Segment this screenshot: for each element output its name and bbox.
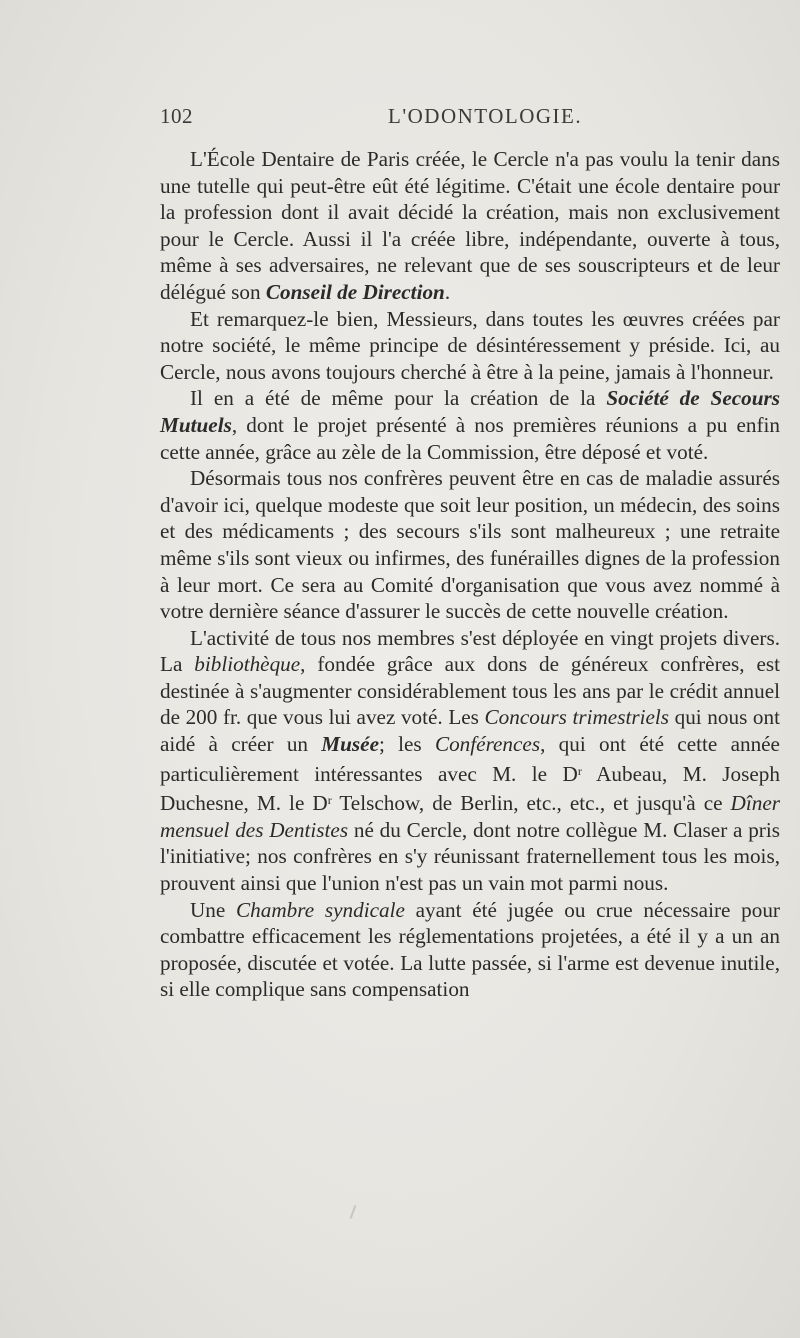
text-run: L'activité de tous nos membres s'est déployée en vingt projets divers. La bbox=[160, 625, 780, 677]
text-run: né du Cercle, dont notre collègue M. Claser a pris l'initiative; nos confrères en s'y réunissant fraternellement tous les mois, prouvent ainsi que l'union n'est pas un vain mot parmi nous. bbox=[160, 817, 780, 896]
italic-text: Conférences bbox=[434, 732, 541, 757]
paper-mark bbox=[350, 1205, 357, 1219]
text-run: Et remarquez-le bien, Messieurs, dans toutes les œuvres créées par notre société, le même principe de désintéressement y préside. Ici, au Cercle, nous avons toujours cherché à être à la peine, jamais à l'honneur. bbox=[160, 306, 780, 384]
text-run: Il en a été de même pour la création de la bbox=[190, 386, 607, 411]
body-text bbox=[160, 146, 780, 1003]
text-run: Aubeau, M. Joseph Duchesne, M. le D bbox=[160, 761, 780, 816]
text-run: Désormais tous nos confrères peuvent être en cas de maladie assurés d'avoir ici, quelque modeste que soit leur position, un médecin, des soins et des médicaments ; des secours s'ils sont malheureux ; une retraite même s'ils sont vieux ou infirmes, des funérailles dignes de la profession à leur mort. Ce sera au Comité d'organisation que vous avez nommé à votre dernière séance d'assurer le succès de cette nouvelle création. bbox=[160, 466, 780, 624]
text-run: , qui ont été cette année particulièrement intéressantes avec M. le D bbox=[160, 732, 780, 786]
text-run: ayant été jugée ou crue nécessaire pour combattre efficacement les réglementations projetées, a été il y a un an proposée, discutée et votée. La lutte passée, si l'arme est devenue inutile, si elle complique sans compensation bbox=[160, 897, 780, 1002]
text-run: L'École Dentaire de Paris créée, le Cercle n'a pas voulu la tenir dans une tutelle qui peut-être eût été légitime. C'était une école dentaire pour la profession dont il avait décidé la création, mais non exclusivement pour le Cercle. Aussi il l'a créée libre, indépendante, ouverte à tous, même à ses adversaires, ne relevant que de ses souscripteurs et de leur délégué son bbox=[160, 147, 780, 304]
paragraph bbox=[160, 306, 780, 386]
superscript: r bbox=[327, 793, 332, 808]
text-run: Une bbox=[190, 897, 237, 922]
text-run: , dont le projet présenté à nos premières réunions a pu enfin cette année, grâce au zèle de la Commission, être déposé et voté. bbox=[160, 412, 780, 464]
running-title: L'ODONTOLOGIE. bbox=[388, 104, 583, 128]
emphasis-text: Conseil de Direction bbox=[265, 279, 445, 304]
text-run: , fondée grâce aux dons de généreux confrères, est destinée à s'augmenter considérablement tous les ans par le crédit annuel de 200 fr. que vous lui avez voté. Les bbox=[160, 652, 780, 730]
page-number: 102 bbox=[160, 104, 193, 128]
emphasis-text: Société de Secours Mutuels bbox=[160, 386, 780, 437]
page-header bbox=[160, 104, 780, 134]
italic-text: Chambre syndicale bbox=[236, 897, 405, 922]
superscript: r bbox=[577, 763, 582, 778]
paragraph bbox=[160, 385, 780, 465]
text-run: ; les bbox=[378, 732, 435, 757]
text-run: Telschow, de Berlin, etc., etc., et jusqu'à ce bbox=[331, 791, 731, 816]
text-run: qui nous ont aidé à créer un bbox=[160, 705, 780, 757]
italic-text: Dîner mensuel des Dentistes bbox=[160, 791, 780, 842]
paragraph bbox=[160, 465, 780, 625]
paragraph bbox=[160, 146, 780, 306]
paragraph bbox=[160, 625, 780, 897]
paragraph bbox=[160, 897, 780, 1003]
text-run: . bbox=[444, 279, 451, 304]
emphasis-text: Musée bbox=[321, 732, 379, 757]
italic-text: Concours trimestriels bbox=[484, 705, 670, 730]
italic-text: bibliothèque bbox=[194, 652, 301, 677]
